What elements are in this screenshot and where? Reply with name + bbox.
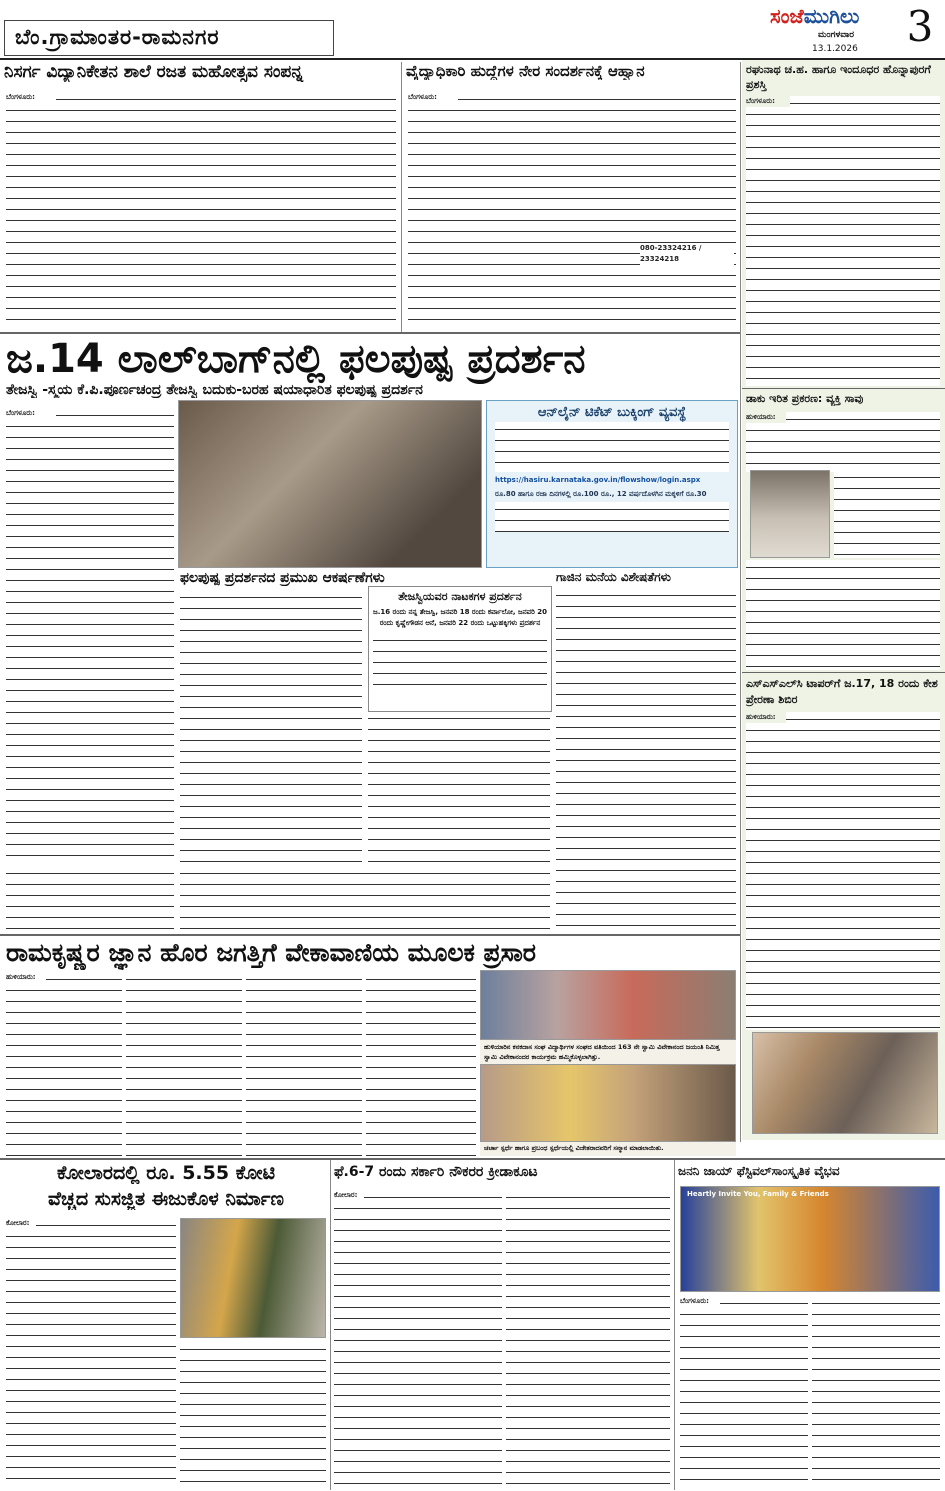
article-8-title: ಫೆ.6-7 ರಂದು ಸರ್ಕಾರಿ ನೌಕರರ ಕ್ರೀಡಾಕೂಟ [334, 1164, 538, 1180]
article-3-dateline: ಬೆಂಗಳೂರು: [746, 96, 790, 107]
article-9-dateline: ಬೆಂಗಳೂರು: [680, 1296, 720, 1307]
ticket-notice-more [495, 502, 729, 532]
swami-event-photo [480, 970, 736, 1040]
article-1-title: ನಿಸರ್ಗ ವಿದ್ಯಾನಿಕೇತನ ಶಾಲೆ ರಜತ ಮಹೋತ್ಸವ ಸಂಪನ್ನ [4, 62, 304, 82]
logo-part-mugilu: ಮುಗಿಲು [803, 4, 860, 28]
swami-event-caption: ಹುಳಿಯಾರಿನ ಕನಕದಾಸ ಸಂಘ ವಿದ್ಯಾರ್ಥಿಗಳ ಸಂಘದ ವತಿಯಿಂದ 163 ನೇ ಸ್ವಾಮಿ ವಿವೇಕಾನಂದ ಜಯಂತಿ ನಿಮಿತ್ತ ಸ್ವಾಮಿ ವಿವೇಕಾನಂದರ ಕಾರ್ಯಕ್ರಮ ಹಮ್ಮಿಕೊಳ್ಳಲಾಗಿತ್ತು. [480, 1040, 736, 1064]
article-6-title: ರಾಮಕೃಷ್ಣರ ಜ್ಞಾನ ಹೊರ ಜಗತ್ತಿಗೆ ವೇಕಾವಾಣಿಯ ಮೂಲಕ ಪ್ರಸಾರ [6, 938, 536, 967]
article-3-title: ರಘುನಾಥ ಚ.ಹ. ಹಾಗೂ ಇಂದೂಧರ ಹೊನ್ನಾಪುರಗೆ ಪ್ರಶಸ್ತಿ [746, 63, 931, 91]
lead-body-bottom [180, 866, 550, 930]
workshop-photo [752, 1032, 938, 1134]
article-6-body-2 [126, 972, 242, 1156]
award-photo [480, 1064, 736, 1142]
article-4-body-cont2 [746, 560, 940, 670]
article-7-title-2: ವೆಚ್ಚದ ಸುಸಜ್ಜಿತ ಈಜುಕೊಳ ನಿರ್ಮಾಣ [48, 1188, 284, 1210]
ticket-notice-prices: ರೂ.80 ಹಾಗೂ ರಜಾ ದಿನಗಳಲ್ಲಿ ರೂ.100 ರೂ., 12 ವರ್ಷದೊಳಗಿನ ಮಕ್ಕಳಿಗೆ ರೂ.30 [495, 490, 707, 498]
lead-body-left [6, 408, 174, 864]
article-2-phone: 080-23324216 / 23324218 [640, 243, 734, 265]
article-3-body [746, 96, 940, 386]
article-7-body-2 [180, 1342, 326, 1486]
ticket-notice-url: https://hasiru.karnataka.gov.in/flowshow/login.aspx [495, 476, 701, 484]
article-9-body-2 [812, 1296, 940, 1486]
column-divider [674, 1160, 675, 1490]
attractions-body-1 [180, 590, 362, 862]
glass-house-title: ಗಾಜಿನ ಮನೆಯ ವಿಶೇಷತೆಗಳು [556, 570, 671, 584]
article-7-dateline: ಕೋಲಾರ: [6, 1218, 36, 1229]
article-4-title: ಡಾಕು ಇರಿತ ಪ್ರಕರಣ: ವ್ಯಕ್ತಿ ಸಾವು [746, 392, 864, 405]
column-divider [330, 1160, 331, 1490]
article-5-dateline: ಹುಳಿಯಾರು: [746, 712, 786, 723]
drama-title: ತೇಜಸ್ವಿಯವರ ನಾಟಕಗಳ ಪ್ರದರ್ಶನ [398, 590, 522, 603]
article-9-body-1 [680, 1296, 808, 1486]
article-1-body [6, 92, 396, 328]
article-4-body-cont [834, 470, 940, 558]
lead-kicker: ತೇಜಸ್ವಿ -ಸ್ಮಯ ಕೆ.ಪಿ.ಪೂರ್ಣಚಂದ್ರ ತೇಜಸ್ವಿ ಬದುಕು-ಬರಹ ಷಯಾಧಾರಿತ ಫಲಪುಷ್ಪ ಪ್ರದರ್ಶನ [6, 382, 423, 398]
page-number: 3 [906, 2, 934, 51]
article-1-dateline: ಬೆಂಗಳೂರು: [6, 92, 56, 103]
drama-text-cont [373, 633, 547, 693]
divider [742, 388, 945, 389]
festival-banner-text: Heartly Invite You, Family & Friends [687, 1190, 829, 1198]
article-5-title: ಎಸ್‌ಎಸ್‌ಎಲ್‌ಸಿ ಟಾಪರ್‌ಗೆ ಜ.17, 18 ರಂದು ಕೇಶ ಪ್ರೇರಣಾ ಶಿಬಿರ [746, 677, 938, 706]
article-8-body-2 [506, 1190, 670, 1486]
deceased-portrait-photo [750, 470, 830, 558]
article-4-dateline: ಹುಳಿಯಾರು: [746, 412, 786, 423]
masthead-weekday: ಮಂಗಳವಾರ [818, 30, 855, 40]
lead-dateline: ಬೆಂಗಳೂರು: [6, 408, 56, 419]
ticket-notice-box [486, 400, 738, 568]
lead-title: ಜ.14 ಲಾಲ್‌ಬಾಗ್‌ನಲ್ಲಿ ಫಲಪುಷ್ಪ ಪ್ರದರ್ಶನ [6, 336, 586, 382]
lead-event-photo [178, 400, 482, 568]
column-divider [401, 62, 402, 332]
section-tag: ಬೆಂ.ಗ್ರಾಮಾಂತರ-ರಾಮನಗರ [4, 20, 334, 56]
ticket-notice-title: ಆನ್‌ಲೈನ್ ಟಿಕೆಟ್ ಬುಕ್ಕಿಂಗ್ ವ್ಯವಸ್ಥೆ [537, 405, 687, 420]
masthead-date: 13.1.2026 [812, 44, 858, 54]
drama-box [368, 586, 552, 712]
column-divider [740, 62, 741, 1142]
logo-part-sanje: ಸಂಜೆ [770, 4, 804, 28]
glass-house-body [556, 588, 736, 928]
divider [0, 1158, 945, 1160]
ticket-notice-text [495, 422, 729, 472]
article-2-title: ವೈದ್ಯಾಧಿಕಾರಿ ಹುದ್ದೆಗಳ ನೇರ ಸಂದರ್ಶನಕ್ಕೆ ಆಹ್ವಾನ [406, 62, 645, 80]
article-8-dateline: ಕೋಲಾರ: [334, 1190, 364, 1201]
article-6-dateline: ಹುಳಿಯಾರು: [6, 972, 46, 983]
award-caption: ಚರ್ಚಾ ಸ್ಪರ್ಧೆ ಹಾಗೂ ಪ್ರಬಂಧ ಸ್ಪರ್ಧೆಯಲ್ಲಿ ವಿಜೇತರಾದವರಿಗೆ ಸನ್ಮಾನ ಮಾಡಲಾಯಿತು. [480, 1142, 736, 1156]
attractions-title: ಫಲಪುಷ್ಪ ಪ್ರದರ್ಶನದ ಪ್ರಮುಖ ಆಕರ್ಷಣೆಗಳು [180, 570, 385, 586]
drama-text: ಜ.16 ರಂದು ನನ್ನ ತೇಜಸ್ವಿ, ಜನವರಿ 18 ರಂದು ಕರ್ವಾಲೋ, ಜನವರಿ 20 ರಂದು ಕೃಷ್ಣೇಗೌಡನ ಆನೆ, ಜನವರಿ 22 ರಂದು ಒಟ್ಟುಹಕ್ಕಿಗಳು ಪ್ರದರ್ಶನ [373, 608, 547, 627]
divider [742, 672, 945, 673]
article-2-body [408, 92, 736, 328]
lead-body-left-cont [6, 866, 174, 930]
article-2-dateline: ಬೆಂಗಳೂರು: [408, 92, 458, 103]
article-6-body-4 [366, 972, 476, 1156]
article-9-title: ಜನನಿ ಜಾಯ್ ಫೆಸ್ಟಿವಲ್‌ಸಾಂಸ್ಕೃತಿಕ ವೈಭವ [678, 1164, 840, 1178]
article-8-body-1 [334, 1190, 502, 1486]
article-7-body-1 [6, 1218, 176, 1486]
article-6-body-3 [246, 972, 362, 1156]
article-7-title-1: ಕೋಲಾರದಲ್ಲಿ ರೂ. 5.55 ಕೋಟಿ [56, 1162, 276, 1184]
swimming-pool-photo [180, 1218, 326, 1338]
article-6-body-1 [6, 972, 122, 1156]
article-5-body [746, 712, 940, 1030]
festival-photo [680, 1186, 940, 1292]
